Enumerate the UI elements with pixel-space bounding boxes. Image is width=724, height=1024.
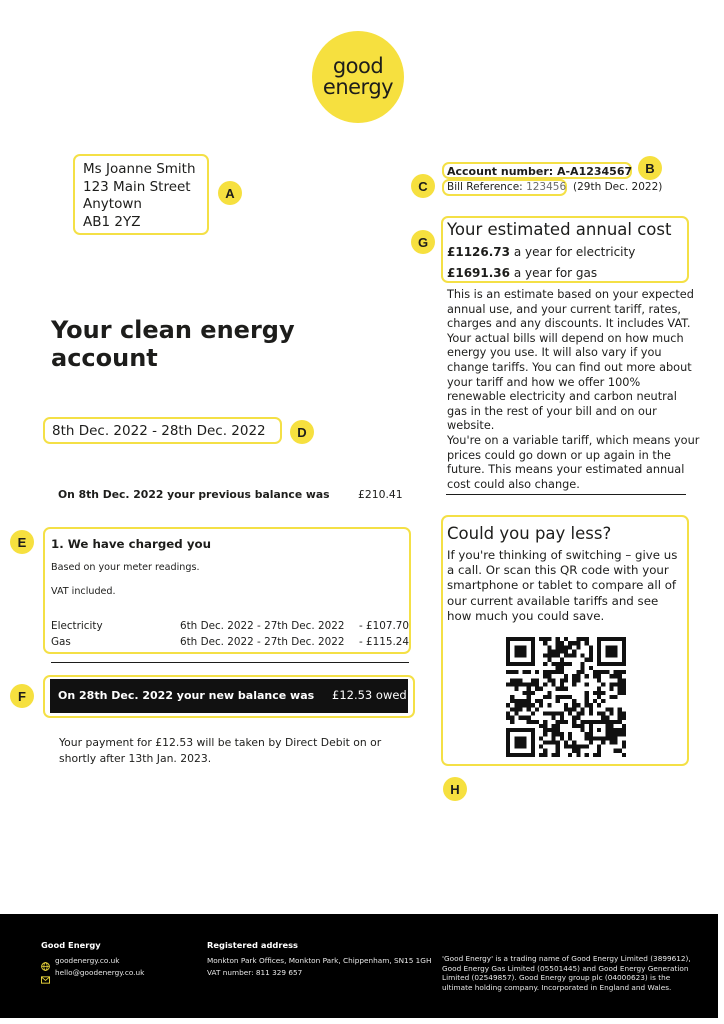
logo-text-energy: energy xyxy=(322,75,394,99)
estimate-explanation xyxy=(447,288,700,492)
new-balance-status: owed xyxy=(375,688,407,702)
footer-legal-line: Limited (02549857). Good Energy group plc (04000623) is the xyxy=(442,973,671,983)
new-balance-label: On 28th Dec. 2022 your new balance was xyxy=(58,689,315,702)
pay-less-text-line: a call. Or scan this QR code with your xyxy=(447,563,669,578)
footer-legal-line: Good Energy Gas Limited (05501445) and Good Energy Generation xyxy=(442,963,689,973)
logo-text-good: good xyxy=(332,54,384,78)
marker-b: B xyxy=(638,156,662,180)
qr-code-graphic xyxy=(506,637,626,757)
estimate-text-line: Your actual bills will depend on how much xyxy=(447,331,684,345)
pay-less-text-line: If you're thinking of switching – give us xyxy=(447,548,678,562)
charges-divider xyxy=(51,662,409,663)
footer-company-heading: Good Energy xyxy=(41,940,101,950)
previous-balance-amount: £210.41 xyxy=(358,488,403,501)
estimate-text-line: gas in the rest of your bill and on our xyxy=(447,404,657,418)
marker-e: E xyxy=(10,530,34,554)
payment-note xyxy=(59,735,381,766)
address-town: Anytown xyxy=(83,196,142,212)
estimate-text-line: This is an estimate based on your expected xyxy=(447,288,694,301)
estimate-text-line: charges and any discounts. It includes VAT. xyxy=(447,317,691,331)
footer-email[interactable]: hello@goodenergy.co.uk xyxy=(55,968,145,977)
bill-reference-value: 123456 xyxy=(526,181,567,193)
estimate-text-line: You're on a variable tariff, which means your xyxy=(447,433,700,447)
marker-g: G xyxy=(411,230,435,254)
marker-a: A xyxy=(218,181,242,205)
estimate-text-line: your tariff and how we offer 100% xyxy=(447,375,641,389)
billing-period: 8th Dec. 2022 - 28th Dec. 2022 xyxy=(52,423,266,439)
estimate-text-line: future. This means your estimated annual xyxy=(447,463,685,477)
pay-less-heading: Could you pay less? xyxy=(447,524,612,543)
bill-reference-label: Bill Reference: xyxy=(447,181,523,193)
annual-cost-gas xyxy=(447,266,597,280)
footer-legal-line: 'Good Energy' is a trading name of Good Energy Limited (3899612), xyxy=(442,954,691,963)
annual-cost-electricity xyxy=(447,245,635,259)
payment-note-line2: shortly after 13th Jan. 2023. xyxy=(59,751,212,765)
charge-amount: - £115.24 xyxy=(358,636,409,648)
estimate-text-line: prices could go down or up again in the xyxy=(447,448,671,462)
estimate-text-line: renewable electricity and carbon neutral xyxy=(447,390,677,404)
estimate-text-line: annual use, and your current tariff, rates, xyxy=(447,302,681,316)
charge-period: 6th Dec. 2022 - 27th Dec. 2022 xyxy=(180,620,345,632)
page-title-line1: Your clean energy xyxy=(51,316,295,344)
good-energy-logo xyxy=(312,31,404,123)
previous-balance-label: On 8th Dec. 2022 your previous balance was xyxy=(58,488,330,501)
marker-h: H xyxy=(443,777,467,801)
marker-f: F xyxy=(10,684,34,708)
page-title-line2: account xyxy=(51,344,158,372)
charge-name: Electricity xyxy=(51,620,103,632)
footer-legal-text xyxy=(442,954,714,992)
charges-note-vat: VAT included. xyxy=(51,586,116,597)
bill-date: (29th Dec. 2022) xyxy=(573,181,663,193)
footer-vat-number: VAT number: 811 329 657 xyxy=(207,968,303,977)
payment-note-line1: Your payment for £12.53 will be taken by Direct Debit on or xyxy=(59,736,382,749)
page-title xyxy=(51,316,295,372)
footer-website[interactable]: goodenergy.co.uk xyxy=(55,956,120,965)
pay-less-text-line: our current available tariffs and see xyxy=(447,593,659,608)
new-balance-amount xyxy=(332,688,407,702)
charge-name: Gas xyxy=(51,636,71,648)
electricity-annual-text: a year for electricity xyxy=(513,245,636,259)
annual-cost-heading: Your estimated annual cost xyxy=(447,220,672,239)
pay-less-text-line: smartphone or tablet to compare all of xyxy=(447,578,677,593)
estimate-text-line: website. xyxy=(447,419,495,433)
gas-annual-amount: £1691.36 xyxy=(447,266,511,280)
marker-c: C xyxy=(411,174,435,198)
electricity-annual-amount: £1126.73 xyxy=(447,245,511,259)
pay-less-text xyxy=(447,548,687,624)
qr-code[interactable] xyxy=(506,637,626,757)
marker-d: D xyxy=(290,420,314,444)
address-postcode: AB1 2YZ xyxy=(83,213,141,230)
footer-legal-line: ultimate holding company. Incorporated in England and Wales. xyxy=(442,982,672,992)
envelope-icon xyxy=(41,969,50,988)
address-street: 123 Main Street xyxy=(83,178,191,195)
gas-annual-text: a year for gas xyxy=(513,266,598,280)
footer xyxy=(0,914,718,1018)
pay-less-text-line: how much you could save. xyxy=(447,608,605,623)
estimate-divider xyxy=(446,494,686,495)
estimate-text-line: change tariffs. You can find out more about xyxy=(447,360,692,374)
customer-name: Ms Joanne Smith xyxy=(83,161,196,177)
account-number: Account number: A-A1234567 xyxy=(447,165,633,178)
charge-amount: - £107.70 xyxy=(358,620,409,632)
charges-heading: 1. We have charged you xyxy=(51,537,212,551)
footer-registered-heading: Registered address xyxy=(207,940,298,950)
charges-note-meter: Based on your meter readings. xyxy=(51,562,200,573)
new-balance-value: £12.53 xyxy=(332,688,373,702)
footer-registered-address: Monkton Park Offices, Monkton Park, Chippenham, SN15 1GH xyxy=(207,956,432,965)
bill-reference xyxy=(447,181,566,193)
charge-period: 6th Dec. 2022 - 27th Dec. 2022 xyxy=(180,636,345,648)
estimate-text-line: energy you use. It will also vary if you xyxy=(447,346,662,360)
estimate-text-line: cost could also change. xyxy=(447,477,580,491)
customer-address xyxy=(83,161,196,231)
